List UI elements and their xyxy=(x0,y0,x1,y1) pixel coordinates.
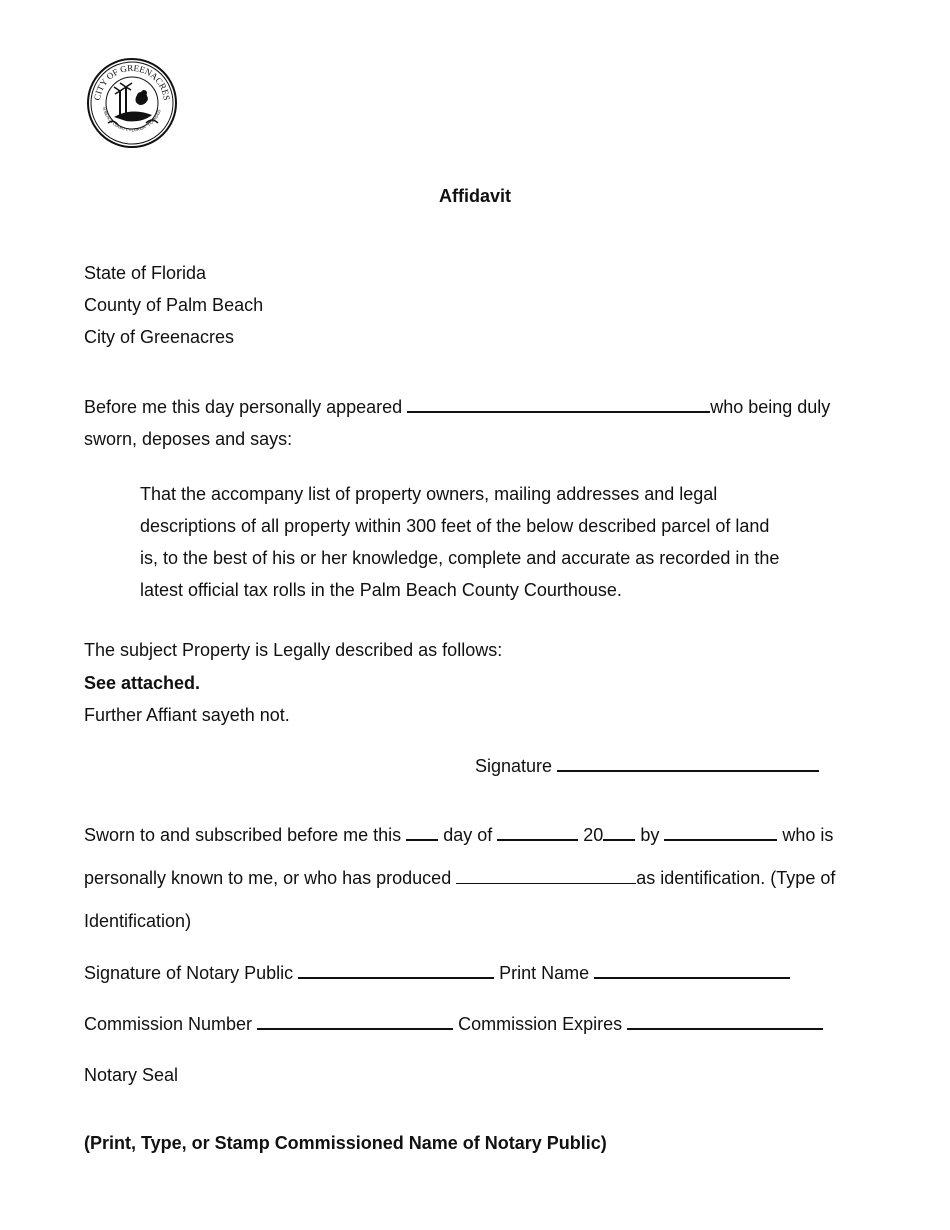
svg-text:CITY OF GREENACRES: CITY OF GREENACRES xyxy=(92,62,172,102)
month-blank[interactable] xyxy=(497,839,578,841)
affiant-name-blank[interactable] xyxy=(407,411,710,413)
by-name-blank[interactable] xyxy=(664,839,777,841)
intro-line-1 xyxy=(84,397,830,418)
sworn-text-1: Sworn to and subscribed before me this xyxy=(84,825,402,845)
sworn-line2-before: personally known to me, or who has produced xyxy=(84,868,452,888)
statement-line: descriptions of all property within 300 feet of the below described parcel of land xyxy=(140,516,770,536)
identification-blank[interactable] xyxy=(456,883,636,884)
notary-seal-label: Notary Seal xyxy=(84,1065,179,1085)
commission-row xyxy=(84,1014,823,1035)
sworn-line-2 xyxy=(84,868,835,889)
legal-described-text: The subject Property is Legally described as follows: xyxy=(84,640,503,660)
day-blank[interactable] xyxy=(406,839,438,841)
signature-label: Signature xyxy=(475,756,553,776)
statement-line: That the accompany list of property owners, mailing addresses and legal xyxy=(140,484,718,504)
year-blank[interactable] xyxy=(603,839,635,841)
sworn-text-5: who is xyxy=(782,825,834,845)
notary-signature-row xyxy=(84,963,790,984)
print-name-label: Print Name xyxy=(499,963,590,983)
sworn-text-2: day of xyxy=(443,825,493,845)
intro-line-2: sworn, deposes and says: xyxy=(84,429,293,449)
sworn-text-3: 20 xyxy=(583,825,604,845)
city-seal xyxy=(86,57,178,149)
commission-number-blank[interactable] xyxy=(257,1028,453,1030)
venue-city: City of Greenacres xyxy=(84,327,235,347)
notary-signature-blank[interactable] xyxy=(298,977,494,979)
commission-number-label: Commission Number xyxy=(84,1014,253,1034)
page-title: Affidavit xyxy=(439,186,511,206)
venue-state: State of Florida xyxy=(84,263,207,283)
see-attached-text: See attached. xyxy=(84,673,201,693)
statement-paragraph xyxy=(140,478,830,606)
affiant-signature-row xyxy=(475,756,819,777)
commission-expires-blank[interactable] xyxy=(627,1028,823,1030)
statement-line: latest official tax rolls in the Palm Beach County Courthouse. xyxy=(140,580,622,600)
intro-after-text: who being duly xyxy=(710,397,831,417)
intro-before-text: Before me this day personally appeared xyxy=(84,397,403,417)
sworn-text-4: by xyxy=(640,825,660,845)
city-of-greenacres-seal-icon xyxy=(86,57,178,149)
venue-county: County of Palm Beach xyxy=(84,295,264,315)
sworn-line2-after: as identification. (Type of xyxy=(636,868,836,888)
notary-name-instruction: (Print, Type, or Stamp Commissioned Name of Notary Public) xyxy=(84,1133,607,1153)
further-affiant-text: Further Affiant sayeth not. xyxy=(84,705,290,725)
notary-signature-label: Signature of Notary Public xyxy=(84,963,294,983)
affiant-signature-blank[interactable] xyxy=(557,770,819,772)
commission-expires-label: Commission Expires xyxy=(458,1014,623,1034)
sworn-line-3: Identification) xyxy=(84,911,192,931)
svg-text:PALM BEACH COUNTY, FLORIDA · F: M BEACH COUNTY, FLORIDA · FOUNDED xyxy=(101,106,162,133)
sworn-line-1 xyxy=(84,825,833,846)
print-name-blank[interactable] xyxy=(594,977,790,979)
statement-line: is, to the best of his or her knowledge, complete and accurate as recorded in the xyxy=(140,548,780,568)
